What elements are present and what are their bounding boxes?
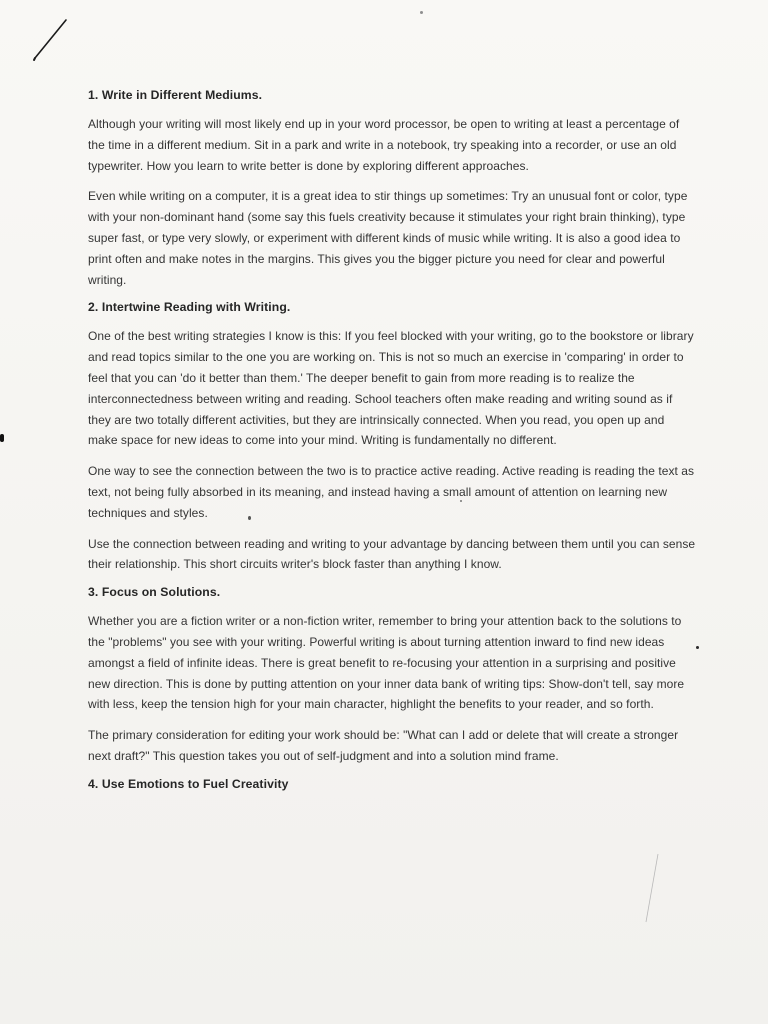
section-use-emotions-to-fuel-creativity [84,777,696,791]
scan-artifact-line [642,852,662,924]
paragraph: Whether you are a fiction writer or a non-fiction writer, remember to bring your attention back to the solutions to the "problems" you see with your writing. Powerful writing is about turning attention inward to find new ideas amongst a field of infinite ideas. There is great benefit to re-focusing your attention in a surprising and positive new direction. This is done by putting attention on your inner data bank of writing tips: Show-don't tell, say more with less, keep the tension high for your main character, highlight the benefits to your reader, and so forth. [88,614,685,712]
document-body [84,88,696,803]
paragraph: The primary consideration for editing your work should be: "What can I add or delete that will create a stronger next draft?" This question takes you out of self-judgment and into a solution mind frame. [88,728,679,763]
section-heading: 1. Write in Different Mediums. [88,88,263,102]
paragraph: One of the best writing strategies I know is this: If you feel blocked with your writing, go to the bookstore or library and read topics similar to the one you are working on. This is not so much an exercise in 'comparing' in order to feel that you can 'do it better than them.' The deeper benefit to gain from more reading is to realize the interconnectedness between writing and reading. School teachers often make reading and writing sound as if they are two totally different activities, but they are intrinsically connected. When you read, you open up and make space for new ideas to come into your mind. Writing is fundamentally no different. [88,329,694,448]
section-heading: 2. Intertwine Reading with Writing. [88,300,291,315]
scan-speck [696,646,699,649]
section-intertwine-reading-with-writing [84,300,696,575]
paragraph: Although your writing will most likely end up in your word processor, be open to writing at least a percentage of the time in a different medium. Sit in a park and write in a notebook, try speaking into a recorder, or use an old typewriter. How you learn to write better is done by exploring different approaches. [88,117,680,173]
scan-speck [0,434,4,442]
section-focus-on-solutions [84,585,696,767]
paragraph: Use the connection between reading and writing to your advantage by dancing between them until you can sense their relationship. This short circuits writer's block faster than anything I know. [88,536,696,572]
section-heading: 4. Use Emotions to Fuel Creativity [88,776,289,791]
paragraph: One way to see the connection between the two is to practice active reading. Active reading is reading the text as text, not being fully absorbed in its meaning, and instead having a small amount of attention on learning new techniques and styles. [88,464,695,520]
scan-speck [420,11,423,14]
pen-stroke-mark [30,18,70,62]
section-heading: 3. Focus on Solutions. [88,585,221,600]
paragraph: Even while writing on a computer, it is a great idea to stir things up sometimes: Try an unusual font or color, type with your non-dominant hand (some say this fuels creativity because it stimulates your right brain thinking), type super fast, or type very slowly, or experiment with different kinds of music while writing. It is also a good idea to print often and make notes in the margins. This gives you the bigger picture you need for clear and powerful writing. [88,189,688,287]
section-write-in-different-mediums [84,88,696,290]
